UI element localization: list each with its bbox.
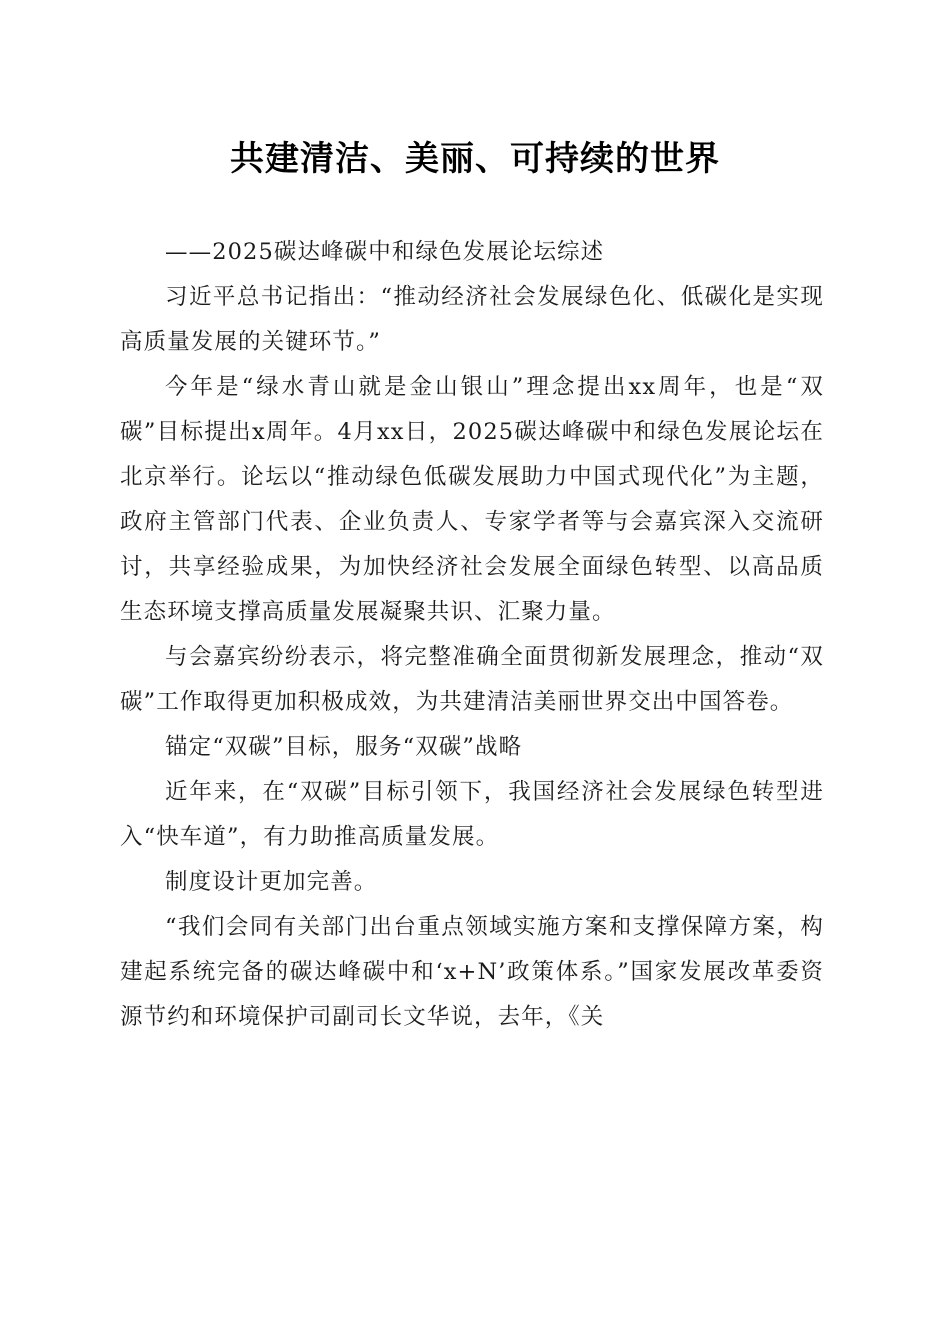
paragraph-recent-years: 近年来，在“双碳”目标引领下，我国经济社会发展绿色转型进入“快车道”，有力助推高质量发展。	[120, 779, 824, 850]
paragraph-system-design: 制度设计更加完善。	[165, 869, 378, 895]
subtitle: ——2025碳达峰碳中和绿色发展论坛综述	[165, 239, 605, 265]
document-title: 共建清洁、美丽、可持续的世界	[230, 139, 720, 179]
paragraph-forum-intro: 今年是“绿水青山就是金山银山”理念提出xx周年，也是“双碳”目标提出x周年。4月xx日，2025碳达峰碳中和绿色发展论坛在北京举行。论坛以“推动绿色低碳发展助力中国式现代化”为主题，政府主管部门代表、企业负责人、专家学者等与会嘉宾深入交流研讨，共享经验成果，为加快经济社会发展全面绿色转型、以高品质生态环境支撑高质量发展凝聚共识、汇聚力量。	[120, 374, 824, 625]
section-heading: 锚定“双碳”目标，服务“双碳”战略	[165, 734, 523, 760]
paragraph-policy-quote: “我们会同有关部门出台重点领域实施方案和支撑保障方案，构建起系统完备的碳达峰碳中和‘x+N’政策体系。”国家发展改革委资源节约和环境保护司副司长文华说，去年，《关	[120, 914, 824, 1030]
document-body	[120, 230, 824, 1040]
paragraph-quote: 习近平总书记指出：“推动经济社会发展绿色化、低碳化是实现高质量发展的关键环节。”	[120, 284, 824, 355]
paragraph-guests: 与会嘉宾纷纷表示，将完整准确全面贯彻新发展理念，推动“双碳”工作取得更加积极成效，为共建清洁美丽世界交出中国答卷。	[120, 644, 824, 715]
